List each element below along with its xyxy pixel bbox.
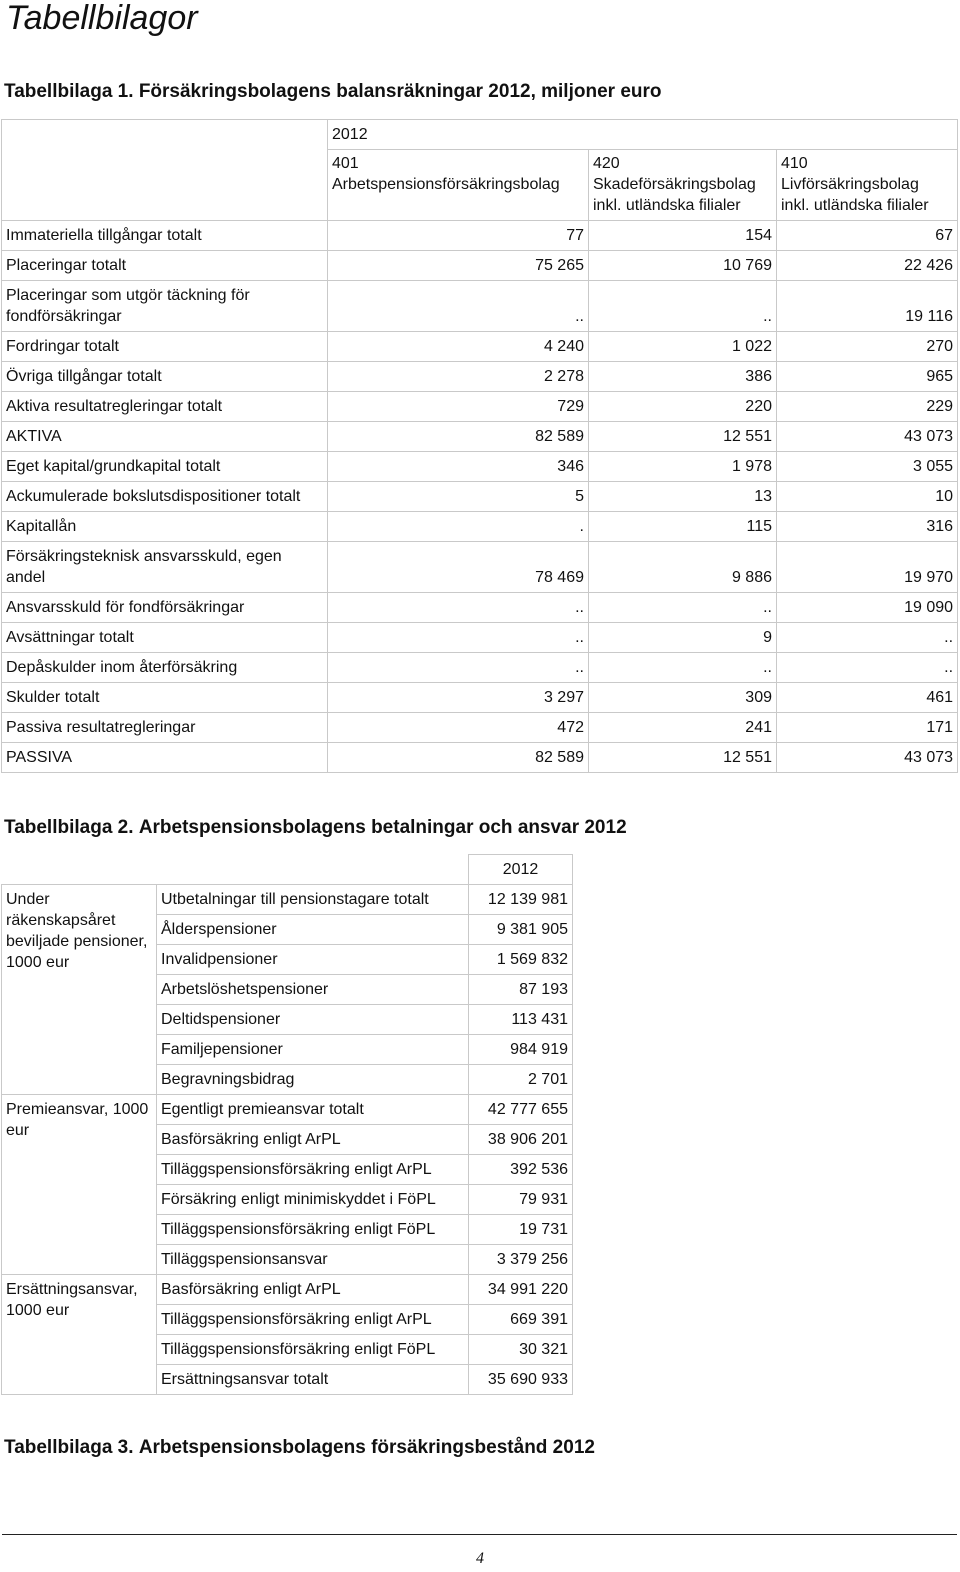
table2-blank-cell [2,855,157,885]
cell-value: .. [328,653,589,683]
cell-value: 9 381 905 [469,915,573,945]
row-label: Utbetalningar till pensionstagare totalt [157,885,469,915]
row-label: Tilläggspensionsansvar [157,1245,469,1275]
cell-value: 12 551 [589,743,777,773]
table2-title-label: Tabellbilaga 2. [4,817,134,838]
cell-value: .. [589,593,777,623]
row-label: Basförsäkring enligt ArPL [157,1275,469,1305]
cell-value: 12 139 981 [469,885,573,915]
cell-value: 309 [589,683,777,713]
cell-value: 115 [589,512,777,542]
column-header-420 [589,150,777,221]
column-subname: inkl. utländska filialer [781,197,929,214]
row-label: Immateriella tillgångar totalt [2,221,328,251]
cell-value: 2 278 [328,362,589,392]
row-label: Ålderspensioner [157,915,469,945]
column-name: Livförsäkringsbolag [781,176,919,193]
cell-value: 13 [589,482,777,512]
cell-value: 1 569 832 [469,945,573,975]
payments-liabilities-table [1,854,573,1395]
row-label: Avsättningar totalt [2,623,328,653]
cell-value: 270 [777,332,958,362]
cell-value: 154 [589,221,777,251]
cell-value: 67 [777,221,958,251]
footer-rule [2,1534,957,1535]
table-row [2,221,958,251]
cell-value: 19 116 [777,281,958,332]
cell-value: 392 536 [469,1155,573,1185]
table-row [2,251,958,281]
cell-value: 10 [777,482,958,512]
row-label: Aktiva resultatregleringar totalt [2,392,328,422]
table-row [2,422,958,452]
cell-value: 87 193 [469,975,573,1005]
column-code: 410 [781,155,808,172]
row-label: Basförsäkring enligt ArPL [157,1125,469,1155]
table-row [2,452,958,482]
group-label: Under räkenskapsåret beviljade pensioner, 1000 eur [2,885,157,1095]
table2-blank-cell [157,855,469,885]
cell-value: 3 297 [328,683,589,713]
cell-value: 22 426 [777,251,958,281]
cell-value: 461 [777,683,958,713]
cell-value: 82 589 [328,422,589,452]
column-header-401 [328,150,589,221]
page-number: 4 [476,1550,484,1567]
row-label: Försäkring enligt minimiskyddet i FöPL [157,1185,469,1215]
row-label: Fordringar totalt [2,332,328,362]
row-label: Kapitallån [2,512,328,542]
table-row [2,653,958,683]
table-row [2,542,958,593]
cell-value: 79 931 [469,1185,573,1215]
cell-value: 1 978 [589,452,777,482]
cell-value: 2 701 [469,1065,573,1095]
row-label: Egentligt premieansvar totalt [157,1095,469,1125]
cell-value: 3 379 256 [469,1245,573,1275]
row-label: PASSIVA [2,743,328,773]
row-label: Familjepensioner [157,1035,469,1065]
page-title: Tabellbilagor [6,0,198,37]
cell-value: 19 970 [777,542,958,593]
column-code: 401 [332,155,359,172]
cell-value: 220 [589,392,777,422]
row-label: Passiva resultatregleringar [2,713,328,743]
table3-title-label: Tabellbilaga 3. [4,1437,134,1458]
cell-value: 472 [328,713,589,743]
cell-value: 10 769 [589,251,777,281]
table-row [2,482,958,512]
table-row [2,623,958,653]
row-label: Skulder totalt [2,683,328,713]
cell-value: 729 [328,392,589,422]
row-label: Placeringar som utgör täckning för fondförsäkringar [2,281,328,332]
group-label: Ersättningsansvar, 1000 eur [2,1275,157,1395]
cell-value: 346 [328,452,589,482]
cell-value: 77 [328,221,589,251]
table-row [2,713,958,743]
cell-value: .. [777,623,958,653]
table-row [2,332,958,362]
table-row [2,512,958,542]
column-name: Skadeförsäkringsbolag [593,176,756,193]
cell-value: 35 690 933 [469,1365,573,1395]
cell-value: 241 [589,713,777,743]
cell-value: 965 [777,362,958,392]
cell-value: .. [328,281,589,332]
cell-value: 4 240 [328,332,589,362]
row-label: Tilläggspensionsförsäkring enligt FöPL [157,1215,469,1245]
balance-sheet-table [1,119,958,773]
row-label: Tilläggspensionsförsäkring enligt ArPL [157,1305,469,1335]
column-header-410 [777,150,958,221]
row-label: Tilläggspensionsförsäkring enligt ArPL [157,1155,469,1185]
table3-title-text: Arbetspensionsbolagens försäkringsbestånd 2012 [138,1437,595,1458]
cell-value: 9 886 [589,542,777,593]
table1-corner-cell [2,120,328,221]
cell-value: 42 777 655 [469,1095,573,1125]
table-row [2,683,958,713]
cell-value: 9 [589,623,777,653]
table-row [2,743,958,773]
cell-value: .. [589,653,777,683]
cell-value: 82 589 [328,743,589,773]
cell-value: 43 073 [777,743,958,773]
column-subname: inkl. utländska filialer [593,197,741,214]
cell-value: 1 022 [589,332,777,362]
cell-value: 386 [589,362,777,392]
cell-value: 984 919 [469,1035,573,1065]
row-label: Försäkringsteknisk ansvarsskuld, egen andel [2,542,328,593]
cell-value: 19 090 [777,593,958,623]
cell-value: 30 321 [469,1335,573,1365]
row-label: AKTIVA [2,422,328,452]
table3-title [4,1436,595,1460]
cell-value: .. [328,623,589,653]
row-label: Placeringar totalt [2,251,328,281]
cell-value: 5 [328,482,589,512]
table2-title [4,816,627,840]
row-label: Ackumulerade bokslutsdispositioner totalt [2,482,328,512]
cell-value: 3 055 [777,452,958,482]
cell-value: 316 [777,512,958,542]
cell-value: 75 265 [328,251,589,281]
cell-value: 669 391 [469,1305,573,1335]
table-row [2,1275,573,1305]
cell-value: 19 731 [469,1215,573,1245]
table-row [2,1095,573,1125]
table2-title-text: Arbetspensionsbolagens betalningar och ansvar 2012 [138,817,627,838]
table-row [2,885,573,915]
table1-title [4,80,662,104]
row-label: Invalidpensioner [157,945,469,975]
group-label: Premieansvar, 1000 eur [2,1095,157,1275]
table1-title-label: Tabellbilaga 1. [4,81,134,102]
row-label: Tilläggspensionsförsäkring enligt FöPL [157,1335,469,1365]
table1-year-header: 2012 [328,120,958,150]
table1-title-text: Försäkringsbolagens balansräkningar 2012, miljoner euro [138,81,662,102]
cell-value: .. [328,593,589,623]
cell-value: 38 906 201 [469,1125,573,1155]
cell-value: 12 551 [589,422,777,452]
cell-value: 43 073 [777,422,958,452]
cell-value: .. [777,653,958,683]
table2-year-header: 2012 [469,855,573,885]
table-row [2,593,958,623]
cell-value: 229 [777,392,958,422]
row-label: Ansvarsskuld för fondförsäkringar [2,593,328,623]
table-row [2,362,958,392]
row-label: Depåskulder inom återförsäkring [2,653,328,683]
cell-value: 78 469 [328,542,589,593]
table-row [2,392,958,422]
cell-value: 113 431 [469,1005,573,1035]
cell-value: . [328,512,589,542]
row-label: Eget kapital/grundkapital totalt [2,452,328,482]
row-label: Ersättningsansvar totalt [157,1365,469,1395]
cell-value: 171 [777,713,958,743]
cell-value: .. [589,281,777,332]
column-code: 420 [593,155,620,172]
row-label: Deltidspensioner [157,1005,469,1035]
table-row [2,281,958,332]
row-label: Begravningsbidrag [157,1065,469,1095]
column-name: Arbetspensionsförsäkringsbolag [332,176,560,193]
row-label: Arbetslöshetspensioner [157,975,469,1005]
row-label: Övriga tillgångar totalt [2,362,328,392]
cell-value: 34 991 220 [469,1275,573,1305]
